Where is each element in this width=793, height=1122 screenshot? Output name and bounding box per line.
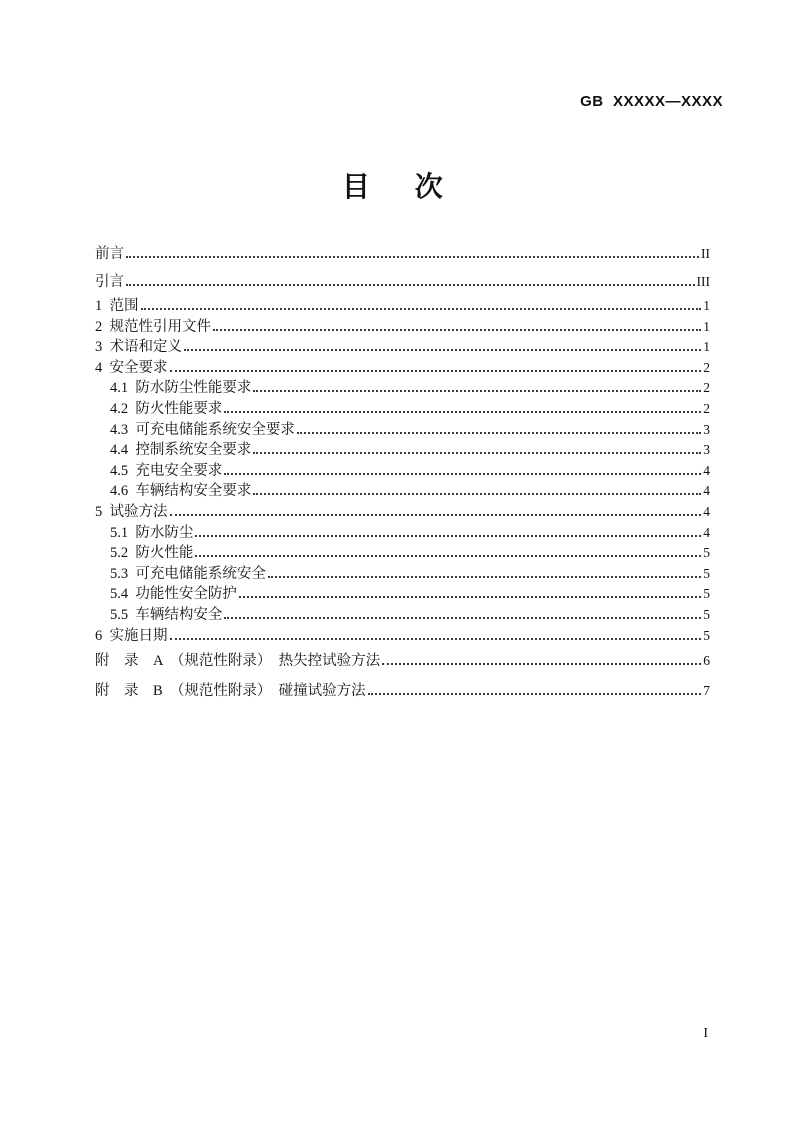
toc-entry-annex-b [95,676,710,706]
dot-leader [224,473,701,475]
toc-entry-page: 4 [703,462,710,478]
toc-entry-page: 7 [703,683,710,699]
dot-leader [170,514,702,516]
toc-entry-label: 4.4 控制系统安全要求 [110,442,252,459]
toc-entry-5-2 [95,543,710,564]
toc-entry-page: 4 [703,503,710,519]
dot-leader [195,535,701,537]
toc-entry-page: 5 [703,586,710,602]
footer-page-number: I [703,1026,708,1041]
toc-entry-5-3 [95,564,710,585]
toc-entry-page: III [696,274,710,289]
toc-entry-5-5 [95,605,710,626]
dot-leader [126,256,699,258]
toc-entry-page: 3 [703,421,710,437]
toc-entry-label: 5 试验方法 [95,503,168,520]
dot-leader [382,663,701,665]
toc-entry-label: 6 实施日期 [95,627,168,644]
toc-entry-label: 4 安全要求 [95,359,168,376]
toc-entry-terms-definitions [95,337,710,358]
toc-entry-page: 5 [703,606,710,622]
toc-entry-page: 5 [703,565,710,581]
toc-entry-page: 4 [703,524,710,540]
toc-entry-normative-references [95,317,710,338]
toc-entry-page: 2 [703,359,710,375]
toc-entry-page: 3 [703,442,710,458]
toc-entry-4-3 [95,420,710,441]
toc-entry-label: 前言 [95,246,124,262]
toc-entry-5-4 [95,584,710,605]
toc-entry-label: 5.4 功能性安全防护 [110,586,237,603]
toc-entry-foreword [95,240,710,268]
toc-title: 目 次 [341,172,452,203]
standard-code-header: GB XXXXX—XXXX [580,93,723,110]
toc-entry-label: 5.1 防水防尘 [110,524,194,541]
toc-entry-page: 5 [703,545,710,561]
toc-entry-label: 4.2 防火性能要求 [110,400,223,417]
toc-entry-4-1 [95,378,710,399]
toc-entry-page: 2 [703,380,710,396]
dot-leader [213,329,701,331]
toc-entry-page: 5 [703,627,710,643]
toc-entry-safety-requirements [95,358,710,379]
toc-entry-label: 5.5 车辆结构安全 [110,606,223,623]
toc-entry-label: 附 录 A （规范性附录） 热失控试验方法 [95,653,381,670]
toc-entry-label: 2 规范性引用文件 [95,318,211,335]
toc-entry-label: 4.1 防水防尘性能要求 [110,380,252,397]
dot-leader [170,638,702,640]
dot-leader [268,576,701,578]
toc-entry-implementation-date [95,626,710,647]
toc-entry-annex-a [95,646,710,676]
toc-entry-page: 1 [703,339,710,355]
dot-leader [184,349,701,351]
dot-leader [253,390,701,392]
dot-leader [141,308,702,310]
dot-leader [253,493,701,495]
toc-entry-scope [95,296,710,317]
toc-entry-label: 4.6 车辆结构安全要求 [110,483,252,500]
table-of-contents [95,240,710,706]
toc-entry-page: 6 [703,653,710,669]
toc-entry-page: 4 [703,483,710,499]
toc-entry-label: 1 范围 [95,298,139,314]
dot-leader [224,411,701,413]
toc-entry-label: 5.2 防火性能 [110,545,194,562]
toc-entry-label: 4.5 充电安全要求 [110,462,223,479]
toc-entry-4-4 [95,440,710,461]
dot-leader [224,617,701,619]
dot-leader [368,693,702,695]
toc-entry-label: 3 术语和定义 [95,339,182,356]
toc-entry-label: 5.3 可充电储能系统安全 [110,565,266,582]
dot-leader [239,596,701,598]
toc-entry-page: 1 [703,298,710,313]
dot-leader [170,370,702,372]
toc-entry-test-methods [95,502,710,523]
dot-leader [195,555,701,557]
toc-entry-label: 引言 [95,274,124,290]
toc-entry-page: 1 [703,318,710,334]
toc-entry-introduction [95,268,710,296]
toc-entry-page: II [701,246,710,261]
toc-entry-5-1 [95,523,710,544]
dot-leader [253,452,701,454]
toc-entry-label: 附 录 B （规范性附录） 碰撞试验方法 [95,683,366,700]
toc-entry-4-6 [95,481,710,502]
dot-leader [297,432,701,434]
toc-entry-4-5 [95,461,710,482]
dot-leader [126,284,695,286]
toc-entry-page: 2 [703,400,710,416]
toc-entry-4-2 [95,399,710,420]
toc-entry-label: 4.3 可充电储能系统安全要求 [110,421,295,438]
